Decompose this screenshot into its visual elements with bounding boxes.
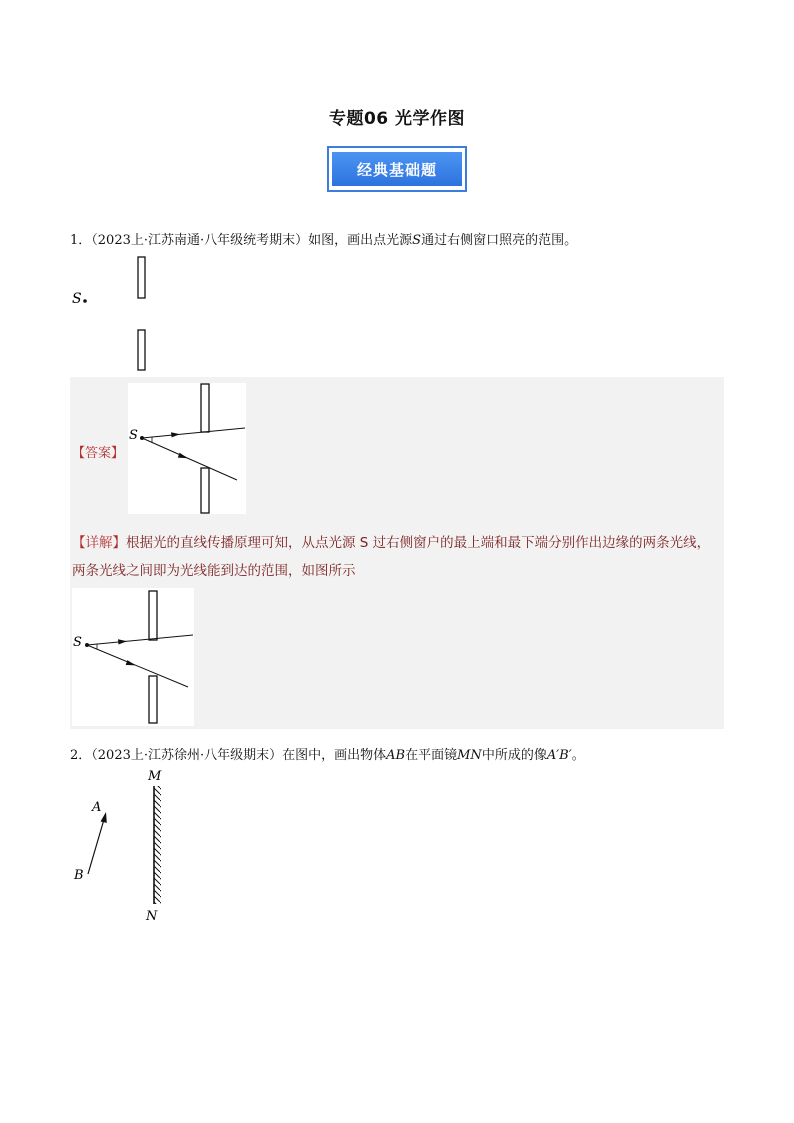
answer-window-top xyxy=(201,384,209,432)
question-2-text-1: 在图中，画出物体 xyxy=(282,748,387,763)
point-source-dot xyxy=(83,299,87,303)
question-2-text-2: 在平面镜 xyxy=(405,748,458,763)
mirror-hatching xyxy=(154,786,161,904)
question-1-figure xyxy=(68,250,168,375)
answer-ray-lower xyxy=(142,438,237,480)
question-2-var-ab: AB xyxy=(386,748,406,763)
object-label-b: B xyxy=(74,868,84,883)
page-title: 专题06 光学作图 xyxy=(328,109,466,129)
answer-figure xyxy=(128,383,246,514)
question-1-text-b: 通过右侧窗口照亮的范围。 xyxy=(421,233,578,248)
banner-label: 经典基础题 xyxy=(332,152,462,186)
window-bottom-bar xyxy=(138,330,145,370)
question-2-var-mn: MN xyxy=(457,748,482,763)
question-2 xyxy=(70,744,585,763)
detail-window-top xyxy=(149,591,157,640)
question-2-var-image: A′B′ xyxy=(546,748,572,763)
answer-window-bottom xyxy=(201,468,209,513)
question-2-figure xyxy=(70,764,180,926)
question-1 xyxy=(70,229,577,248)
answer-tag: 【答案】 xyxy=(72,446,125,461)
detail-ray-lower xyxy=(87,645,188,687)
window-top-bar xyxy=(138,257,145,298)
detail-source-label: S xyxy=(73,635,82,650)
question-2-text-4: 。 xyxy=(571,748,585,763)
question-1-var-s: S xyxy=(412,233,422,248)
question-2-source: （2023上·江苏徐州·八年级期末） xyxy=(91,748,283,763)
section-banner xyxy=(327,146,467,192)
detail-ray-lower-arrow xyxy=(126,660,136,665)
answer-ray-lower-arrow xyxy=(178,453,188,459)
detail-text: 根据光的直线传播原理可知，从点光源 S 过右侧窗户的最上端和最下端分别作出边缘的两条光线，两条光线之间即为光线能到达的范围，如图所示 xyxy=(72,535,711,579)
question-2-text-3: 中所成的像 xyxy=(481,748,547,763)
detail-figure-panel xyxy=(72,588,194,726)
answer-source-label: S xyxy=(129,428,138,443)
answer-box xyxy=(70,377,724,729)
object-arrow-ab xyxy=(88,816,105,874)
detail-window-bottom xyxy=(149,676,157,723)
question-1-text-a: 如图，画出点光源 xyxy=(308,233,413,248)
question-1-number: 1． xyxy=(70,233,92,248)
question-1-source: （2023上·江苏南通·八年级统考期末） xyxy=(91,233,309,248)
answer-ray-upper xyxy=(142,428,245,438)
answer-detail xyxy=(72,529,722,585)
detail-tag: 【详解】 xyxy=(72,535,126,551)
answer-figure-panel xyxy=(128,383,246,514)
source-label: S xyxy=(72,291,82,307)
detail-ray-upper-arrow xyxy=(118,639,127,644)
detail-figure xyxy=(72,588,194,726)
mirror-label-m: M xyxy=(148,769,162,784)
object-arrow-head xyxy=(101,812,107,823)
mirror-label-n: N xyxy=(146,909,158,924)
detail-ray-upper xyxy=(87,635,193,645)
question-2-number: 2． xyxy=(70,748,92,763)
object-label-a: A xyxy=(92,800,102,815)
